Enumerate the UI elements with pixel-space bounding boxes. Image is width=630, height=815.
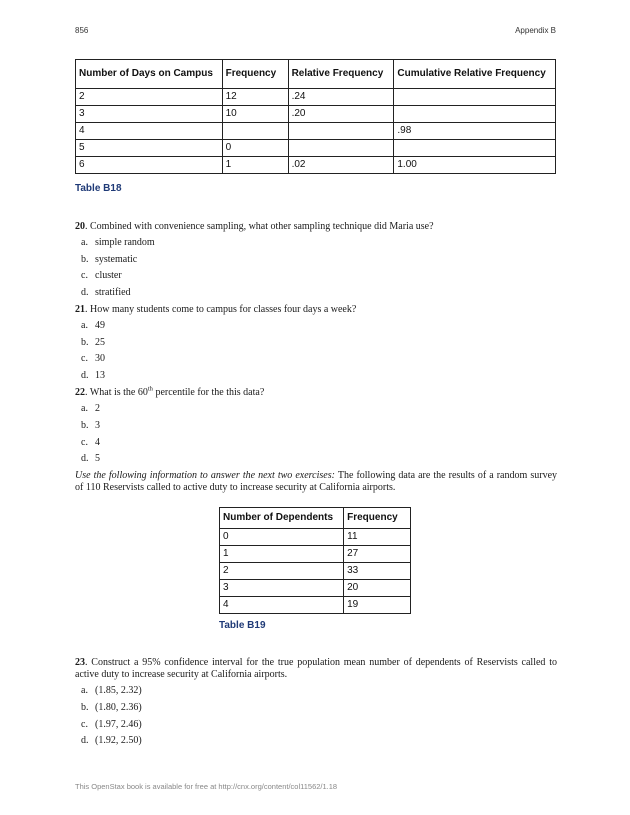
option-text: systematic [95, 254, 138, 265]
option-letter: a. [81, 320, 88, 331]
table-cell: .02 [288, 157, 394, 174]
answer-option [81, 403, 100, 415]
table-cell: 11 [344, 529, 411, 546]
option-letter: a. [81, 685, 88, 696]
option-text: stratified [95, 287, 131, 298]
column-header: Number of Days on Campus [76, 60, 223, 89]
table-cell: 3 [76, 106, 223, 123]
answer-option [81, 353, 105, 365]
table-cell: 12 [222, 89, 288, 106]
question-number: 21 [75, 304, 85, 315]
ordinal-suffix: th [147, 385, 153, 393]
option-letter: b. [81, 254, 89, 265]
table-row [220, 580, 411, 597]
option-letter: c. [81, 719, 88, 730]
question-23 [75, 657, 557, 681]
table-row [220, 546, 411, 563]
question-21 [75, 304, 356, 316]
column-header: Relative Frequency [288, 60, 394, 89]
table-cell [288, 140, 394, 157]
option-text: 13 [95, 370, 105, 381]
option-letter: b. [81, 337, 89, 348]
option-letter: d. [81, 287, 89, 298]
option-text: 3 [95, 420, 100, 431]
table-cell: 0 [220, 529, 344, 546]
page-number: 856 [75, 26, 89, 35]
table-cell: 2 [76, 89, 223, 106]
answer-option [81, 735, 142, 747]
option-letter: d. [81, 370, 89, 381]
answer-option [81, 320, 105, 332]
table-row [220, 563, 411, 580]
answer-option [81, 719, 142, 731]
table-cell [288, 123, 394, 140]
table-cell [394, 106, 556, 123]
option-letter: a. [81, 403, 88, 414]
section-header: Appendix B [515, 26, 556, 35]
table-row [220, 597, 411, 614]
question-text: . Combined with convenience sampling, what other sampling technique did Maria use? [85, 221, 434, 232]
answer-option [81, 437, 100, 449]
info-lead: Use the following information to answer the next two exercises: [75, 470, 335, 481]
table-cell: 0 [222, 140, 288, 157]
table-cell: 5 [76, 140, 223, 157]
option-letter: a. [81, 237, 88, 248]
table-cell: 3 [220, 580, 344, 597]
table-b18 [75, 59, 556, 174]
table-header-row [220, 508, 411, 529]
table-cell [394, 140, 556, 157]
table-cell: .20 [288, 106, 394, 123]
question-text: . Construct a 95% confidence interval for the true population mean number of dependents of Reservists called to active duty to increase security at California airports. [75, 657, 557, 680]
column-header: Number of Dependents [220, 508, 344, 529]
table-row [76, 123, 556, 140]
question-20 [75, 221, 434, 233]
option-letter: c. [81, 270, 88, 281]
answer-option [81, 702, 142, 714]
table-caption: Table B19 [219, 620, 266, 631]
answer-option [81, 685, 142, 697]
answer-option [81, 370, 105, 382]
option-text: simple random [95, 237, 155, 248]
question-number: 20 [75, 221, 85, 232]
info-text: The following data are the results of a random survey of 110 Reservists called to active duty to increase security at California airports. [75, 470, 558, 493]
option-text: 49 [95, 320, 105, 331]
answer-option [81, 270, 122, 282]
answer-option [81, 254, 137, 266]
table-cell [394, 89, 556, 106]
option-text: 4 [95, 437, 100, 448]
column-header: Frequency [344, 508, 411, 529]
option-letter: c. [81, 353, 88, 364]
exercise-info-paragraph [75, 470, 557, 494]
table-cell: 1 [222, 157, 288, 174]
option-letter: d. [81, 735, 89, 746]
table-cell: 2 [220, 563, 344, 580]
table-cell: .24 [288, 89, 394, 106]
option-text: (1.85, 2.32) [95, 685, 142, 696]
option-letter: b. [81, 702, 89, 713]
table-cell: 4 [76, 123, 223, 140]
answer-option [81, 337, 105, 349]
table-cell: .98 [394, 123, 556, 140]
answer-option [81, 420, 100, 432]
question-text: percentile for the this data? [152, 387, 265, 398]
question-number: 23 [75, 657, 85, 668]
table-cell: 10 [222, 106, 288, 123]
option-text: (1.92, 2.50) [95, 735, 142, 746]
table-cell: 1.00 [394, 157, 556, 174]
option-letter: b. [81, 420, 89, 431]
table-cell: 27 [344, 546, 411, 563]
table-cell: 33 [344, 563, 411, 580]
option-text: 5 [95, 453, 100, 464]
table-header-row [76, 60, 556, 89]
option-text: cluster [95, 270, 122, 281]
column-header: Cumulative Relative Frequency [394, 60, 556, 89]
option-text: (1.97, 2.46) [95, 719, 142, 730]
answer-option [81, 237, 155, 249]
option-text: 25 [95, 337, 105, 348]
table-caption: Table B18 [75, 183, 122, 194]
footer-note: This OpenStax book is available for free at http://cnx.org/content/col11562/1.18 [75, 782, 338, 791]
table-cell: 1 [220, 546, 344, 563]
answer-option [81, 453, 100, 465]
question-22 [75, 387, 264, 399]
option-letter: d. [81, 453, 89, 464]
table-row [76, 89, 556, 106]
table-row [220, 529, 411, 546]
table-cell: 19 [344, 597, 411, 614]
table-b19 [219, 507, 411, 614]
table-row [76, 157, 556, 174]
table-cell [222, 123, 288, 140]
option-text: 2 [95, 403, 100, 414]
table-cell: 6 [76, 157, 223, 174]
option-letter: c. [81, 437, 88, 448]
option-text: (1.80, 2.36) [95, 702, 142, 713]
table-cell: 4 [220, 597, 344, 614]
question-text: . How many students come to campus for classes four days a week? [85, 304, 357, 315]
table-cell: 20 [344, 580, 411, 597]
table-row [76, 140, 556, 157]
answer-option [81, 287, 131, 299]
option-text: 30 [95, 353, 105, 364]
table-row [76, 106, 556, 123]
question-text: . What is the 60 [85, 387, 148, 398]
column-header: Frequency [222, 60, 288, 89]
question-number: 22 [75, 387, 85, 398]
